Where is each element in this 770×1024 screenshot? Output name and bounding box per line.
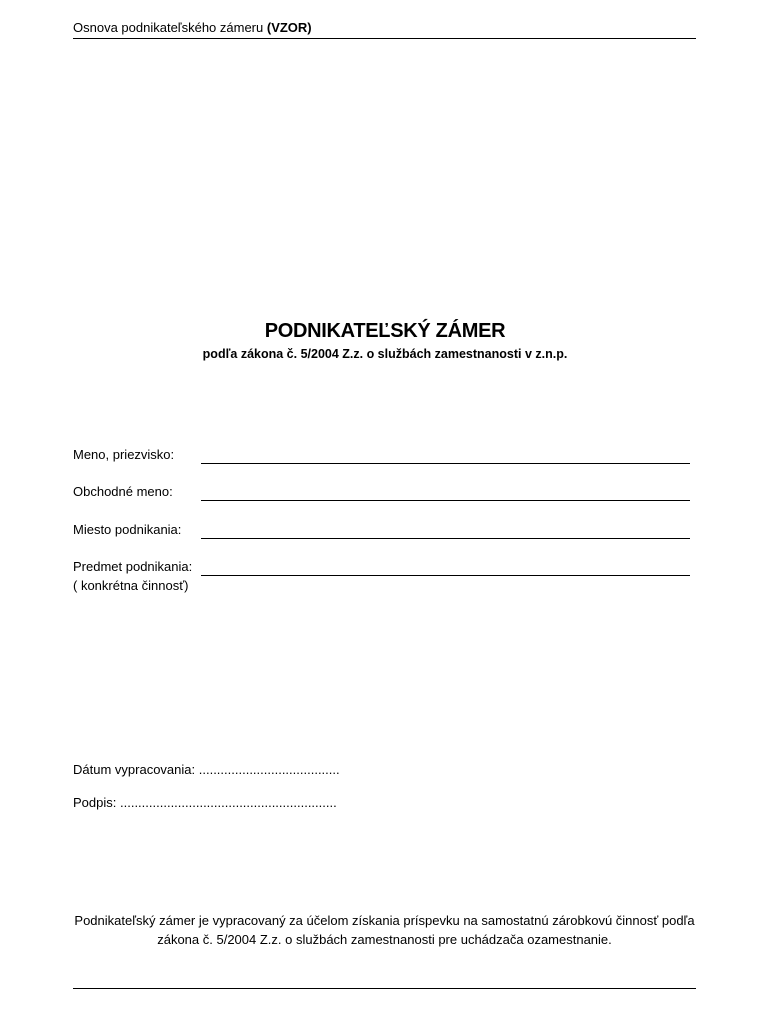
field-line-business-name bbox=[201, 500, 690, 501]
document-title: PODNIKATEĽSKÝ ZÁMER bbox=[264, 320, 506, 342]
date-dots: ....................................... bbox=[198, 762, 340, 777]
page-header bbox=[73, 20, 696, 39]
field-label-business-name: Obchodné meno: bbox=[73, 484, 173, 499]
field-line-name bbox=[201, 463, 690, 464]
header-tag: (VZOR) bbox=[266, 20, 312, 35]
document-subtitle: podľa zákona č. 5/2004 Z.z. o službách zamestnanosti v z.n.p. bbox=[202, 347, 568, 361]
signature-dots: ............................................................ bbox=[120, 795, 337, 810]
date-line bbox=[73, 762, 340, 778]
field-line-business-location bbox=[201, 538, 690, 539]
header-text: Osnova podnikateľského zámeru bbox=[73, 20, 264, 35]
signature-label: Podpis: bbox=[73, 795, 117, 810]
field-line-business-subject bbox=[201, 575, 690, 576]
footer-rule bbox=[73, 988, 696, 989]
field-label-business-location: Miesto podnikania: bbox=[73, 522, 182, 537]
date-label: Dátum vypracovania: bbox=[73, 762, 196, 777]
document-note bbox=[73, 911, 696, 949]
field-sublabel-business-subject: ( konkrétna činnosť) bbox=[73, 578, 189, 593]
note-line-2: zákona č. 5/2004 Z.z. o službách zamestnanosti pre uchádzača ozamestnanie. bbox=[157, 932, 612, 947]
field-label-name: Meno, priezvisko: bbox=[73, 447, 175, 462]
note-line-1: Podnikateľský zámer je vypracovaný za účelom získania príspevku na samostatnú zárobkovú činnosť podľa bbox=[74, 913, 695, 928]
field-label-business-subject: Predmet podnikania: bbox=[73, 559, 193, 574]
signature-line bbox=[73, 795, 337, 811]
